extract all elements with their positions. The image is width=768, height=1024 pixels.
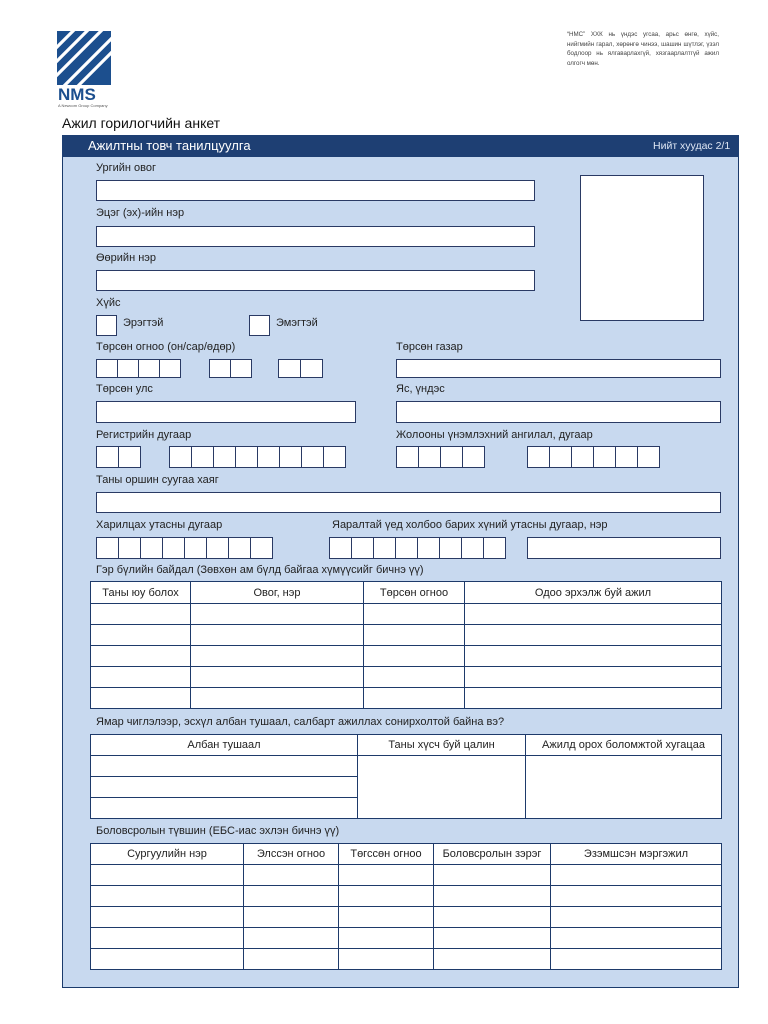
family-header-birth-date: Төрсөн огноо <box>364 582 465 604</box>
given-name-input[interactable] <box>96 270 535 291</box>
table-row <box>91 865 722 886</box>
male-checkbox[interactable] <box>96 315 117 336</box>
table-row <box>91 688 722 709</box>
birth-day-cells[interactable] <box>278 359 323 378</box>
address-label: Таны оршин суугаа хаяг <box>96 474 219 486</box>
education-header-graduated: Төгссөн огноо <box>339 844 434 865</box>
logo-wordmark: NMS <box>58 85 96 104</box>
birth-place-label: Төрсөн газар <box>396 341 463 353</box>
register-letter-cells[interactable] <box>96 446 141 468</box>
address-input[interactable] <box>96 492 721 513</box>
family-header-name: Овог, нэр <box>191 582 364 604</box>
phone-cells[interactable] <box>96 537 273 559</box>
equal-opportunity-notice: “НМС” ХХК нь үндэс угсаа, арьс өнгө, хүйс, нийгмийн гарал, хөрөнгө чинээ, шашин шүтлэг, үзэл бодлоор нь ялгаварлахгүй, хязгаарлалтгүй ажил олгогч мөн. <box>567 31 719 67</box>
page-count: Нийт хуудас 2/1 <box>653 140 731 152</box>
education-header-degree: Боловсролын зэрэг <box>434 844 551 865</box>
surname-input[interactable] <box>96 180 535 201</box>
given-name-label: Өөрийн нэр <box>96 252 157 264</box>
position-header-salary: Таны хүсч буй цалин <box>358 735 526 756</box>
table-row <box>91 928 722 949</box>
education-header-school: Сургуулийн нэр <box>91 844 244 865</box>
register-label: Регистрийн дугаар <box>96 429 192 441</box>
ethnicity-input[interactable] <box>396 401 721 423</box>
education-header-enrolled: Элссэн огноо <box>244 844 339 865</box>
document-title: Ажил горилогчийн анкет <box>62 115 221 131</box>
license-number-cells[interactable] <box>527 446 660 468</box>
table-row <box>91 907 722 928</box>
female-checkbox[interactable] <box>249 315 270 336</box>
table-row <box>91 886 722 907</box>
position-table <box>90 734 722 819</box>
position-header-availability: Ажилд орох боломжтой хугацаа <box>526 735 722 756</box>
surname-label: Ургийн овог <box>96 162 157 174</box>
male-label: Эрэгтэй <box>123 317 164 329</box>
availability-cell[interactable] <box>526 756 722 819</box>
education-label: Боловсролын түвшин (ЕБС-иас эхлэн бичнэ үү) <box>96 825 340 837</box>
emergency-phone-label: Яаралтай үед холбоо барих хүний утасны дугаар, нэр <box>332 519 608 531</box>
emergency-contact-name-input[interactable] <box>527 537 721 559</box>
logo-tagline: A Newcom Group Company <box>58 103 108 108</box>
license-label: Жолооны үнэмлэхний ангилал, дугаар <box>396 429 593 441</box>
photo-box[interactable] <box>580 175 704 321</box>
ethnicity-label: Яс, үндэс <box>396 383 445 395</box>
register-digit-cells[interactable] <box>169 446 346 468</box>
birth-place-input[interactable] <box>396 359 721 378</box>
table-row <box>91 604 722 625</box>
family-label: Гэр бүлийн байдал (Зөвхөн ам бүлд байгаа хүмүүсийг бичнэ үү) <box>96 564 424 576</box>
father-name-input[interactable] <box>96 226 535 247</box>
emergency-phone-cells[interactable] <box>329 537 506 559</box>
female-label: Эмэгтэй <box>276 317 318 329</box>
desired-salary-cell[interactable] <box>358 756 526 819</box>
position-header-title: Албан тушаал <box>91 735 358 756</box>
section-title: Ажилтны товч танилцуулга <box>88 138 251 153</box>
family-table <box>90 581 722 709</box>
table-row <box>91 949 722 970</box>
table-row <box>91 756 722 777</box>
license-class-cells[interactable] <box>396 446 485 468</box>
gender-label: Хүйс <box>96 297 121 309</box>
table-row <box>91 667 722 688</box>
birth-month-cells[interactable] <box>209 359 252 378</box>
birth-country-label: Төрсөн улс <box>96 383 153 395</box>
birth-country-input[interactable] <box>96 401 356 423</box>
table-row <box>91 625 722 646</box>
birth-year-cells[interactable] <box>96 359 181 378</box>
birth-date-label: Төрсөн огноо (он/сар/өдөр) <box>96 341 236 353</box>
family-header-relation: Таны юу болох <box>91 582 191 604</box>
education-table <box>90 843 722 970</box>
table-row <box>91 646 722 667</box>
family-header-occupation: Одоо эрхэлж буй ажил <box>465 582 722 604</box>
education-header-profession: Эзэмшсэн мэргэжил <box>551 844 722 865</box>
father-name-label: Эцэг (эх)-ийн нэр <box>96 207 185 219</box>
nms-logo-mark <box>57 31 111 85</box>
position-label: Ямар чиглэлээр, эсхүл албан тушаал, салбарт ажиллах сонирхолтой байна вэ? <box>96 716 505 728</box>
phone-label: Харилцах утасны дугаар <box>96 519 223 531</box>
